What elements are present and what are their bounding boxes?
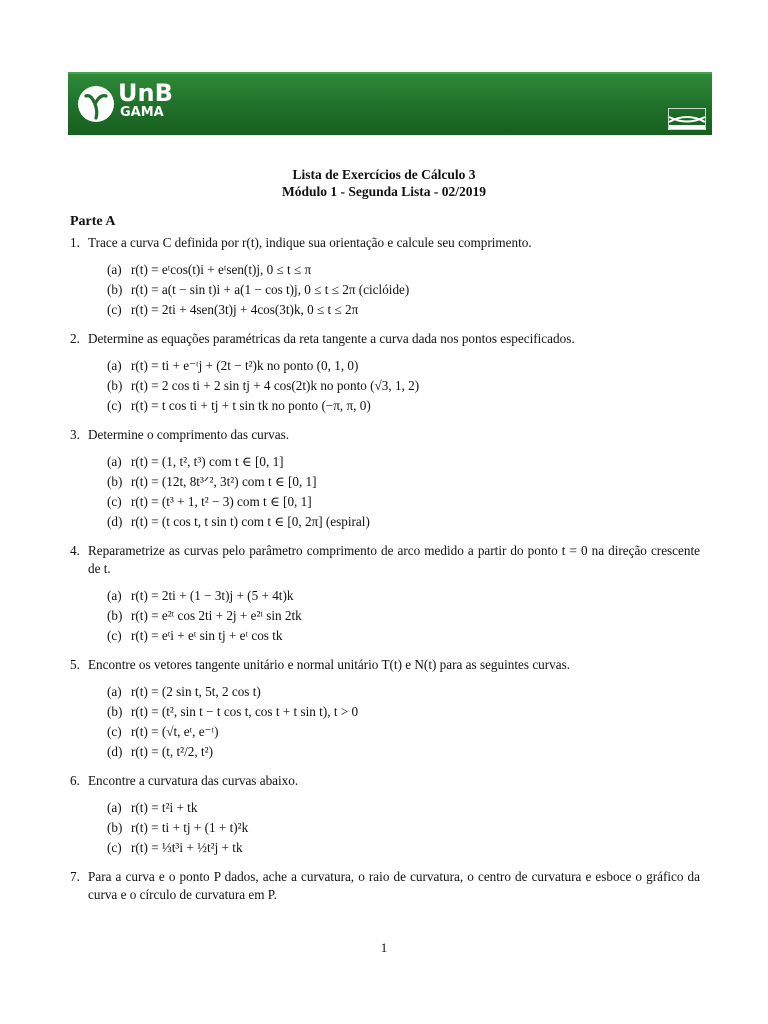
item-formula: r(t) = 2 cos ti + 2 sin tj + 4 cos(2t)k no ponto (√3, 1, 2) [131,378,420,393]
question-item [107,682,700,702]
item-label: (c) [107,494,122,509]
item-formula: r(t) = 2ti + 4sen(3t)j + 4cos(3t)k, 0 ≤ t ≤ 2π [131,302,359,317]
question-item [107,722,700,742]
question-item [107,300,700,320]
question-number: 5. [70,657,80,672]
question-item [107,742,700,762]
item-formula: r(t) = e²ᵗ cos 2ti + 2j + e²ᵗ sin 2tk [131,608,302,623]
question-item [107,606,700,626]
question-item [107,280,700,300]
question-item [107,818,700,838]
item-label: (a) [107,588,122,603]
question-text: Encontre os vetores tangente unitário e normal unitário T(t) e N(t) para as seguintes curvas. [88,657,571,672]
question-items [88,682,700,762]
logo-text [118,81,173,121]
item-formula: r(t) = ⅓t³i + ½t²j + tk [131,840,243,855]
question-item [107,702,700,722]
question-item [107,396,700,416]
question-text: Encontre a curvatura das curvas abaixo. [88,773,299,788]
question [70,234,700,320]
item-label: (c) [107,840,122,855]
question-item [107,492,700,512]
item-label: (c) [107,398,122,413]
item-formula: r(t) = (12t, 8t³ᐟ², 3t²) com t ∈ [0, 1] [131,474,317,489]
item-formula: r(t) = (1, t², t³) com t ∈ [0, 1] [131,454,284,469]
item-formula: r(t) = (t³ + 1, t² − 3) com t ∈ [0, 1] [131,494,312,509]
item-label: (a) [107,800,122,815]
question-items [88,356,700,416]
question-items [88,452,700,532]
logo-unb: UnB [118,79,173,107]
header-subtitle: Módulo 1 - Segunda Lista - 02/2019 [281,184,487,199]
item-label: (c) [107,724,122,739]
item-label: (b) [107,820,123,835]
item-formula: r(t) = a(t − sin t)i + a(1 − cos t)j, 0 ≤ t ≤ 2π (ciclóide) [131,282,410,297]
item-label: (d) [107,744,123,759]
question [70,542,700,646]
question-item [107,512,700,532]
part-title: Parte A [70,214,116,229]
question-items [88,260,700,320]
page-number: 1 [380,940,388,955]
item-formula: r(t) = ti + e⁻ᵗj + (2t − t²)k no ponto (0, 1, 0) [131,358,359,373]
question-item [107,260,700,280]
item-formula: r(t) = (t, t²/2, t²) [131,744,213,759]
item-label: (b) [107,608,123,623]
item-formula: r(t) = t cos ti + tj + t sin tk no ponto (−π, π, 0) [131,398,371,413]
question-items [88,798,700,858]
question-text: Reparametrize as curvas pelo parâmetro comprimento de arco medido a partir do ponto t = 0 na direção crescente de t. [88,543,700,576]
question-number: 2. [70,331,80,346]
item-formula: r(t) = (t², sin t − t cos t, cos t + t sin t), t > 0 [131,704,359,719]
item-formula: r(t) = (√t, eᵗ, e⁻ᵗ) [131,724,219,739]
item-formula: r(t) = ti + tj + (1 + t)²k [131,820,249,835]
unb-flag-emblem-icon [668,108,706,130]
question-text: Trace a curva C definida por r(t), indique sua orientação e calcule seu comprimento. [88,235,532,250]
question-number: 7. [70,869,80,884]
question [70,330,700,416]
header-title: Lista de Exercícios de Cálculo 3 [292,167,476,182]
item-formula: r(t) = (t cos t, t sin t) com t ∈ [0, 2π] (espiral) [131,514,370,529]
question-item [107,586,700,606]
question-number: 6. [70,773,80,788]
question-text: Para a curva e o ponto P dados, ache a curvatura, o raio de curvatura, o centro de curvatura e esboce o gráfico da curva e o círculo de curvatura em P. [88,869,700,902]
question [70,656,700,762]
item-formula: r(t) = eᵗcos(t)i + eᵗsen(t)j, 0 ≤ t ≤ π [131,262,312,277]
item-label: (b) [107,378,123,393]
question-number: 3. [70,427,80,442]
question-item [107,798,700,818]
exercise-list [70,234,700,914]
document-header [0,166,768,200]
item-label: (b) [107,282,123,297]
question-item [107,356,700,376]
question-item [107,472,700,492]
item-formula: r(t) = t²i + tk [131,800,198,815]
item-label: (a) [107,454,122,469]
question-items [88,586,700,646]
question-text: Determine as equações paramétricas da reta tangente a curva dada nos pontos especificados. [88,331,575,346]
question-number: 4. [70,543,80,558]
question-text: Determine o comprimento das curvas. [88,427,290,442]
header-banner [68,72,712,135]
question [70,426,700,532]
item-formula: r(t) = eᵗi + eᵗ sin tj + eᵗ cos tk [131,628,283,643]
item-label: (c) [107,302,122,317]
item-formula: r(t) = 2ti + (1 − 3t)j + (5 + 4t)k [131,588,294,603]
item-label: (a) [107,262,122,277]
unb-gamma-logo-icon [76,84,116,124]
question-item [107,452,700,472]
question-item [107,376,700,396]
item-label: (b) [107,474,123,489]
item-label: (a) [107,358,122,373]
item-formula: r(t) = (2 sin t, 5t, 2 cos t) [131,684,261,699]
item-label: (b) [107,704,123,719]
question-item [107,838,700,858]
question [70,772,700,858]
question [70,868,700,904]
logo-gama: GAMA [120,105,164,120]
question-number: 1. [70,235,80,250]
question-item [107,626,700,646]
item-label: (d) [107,514,123,529]
item-label: (c) [107,628,122,643]
item-label: (a) [107,684,122,699]
